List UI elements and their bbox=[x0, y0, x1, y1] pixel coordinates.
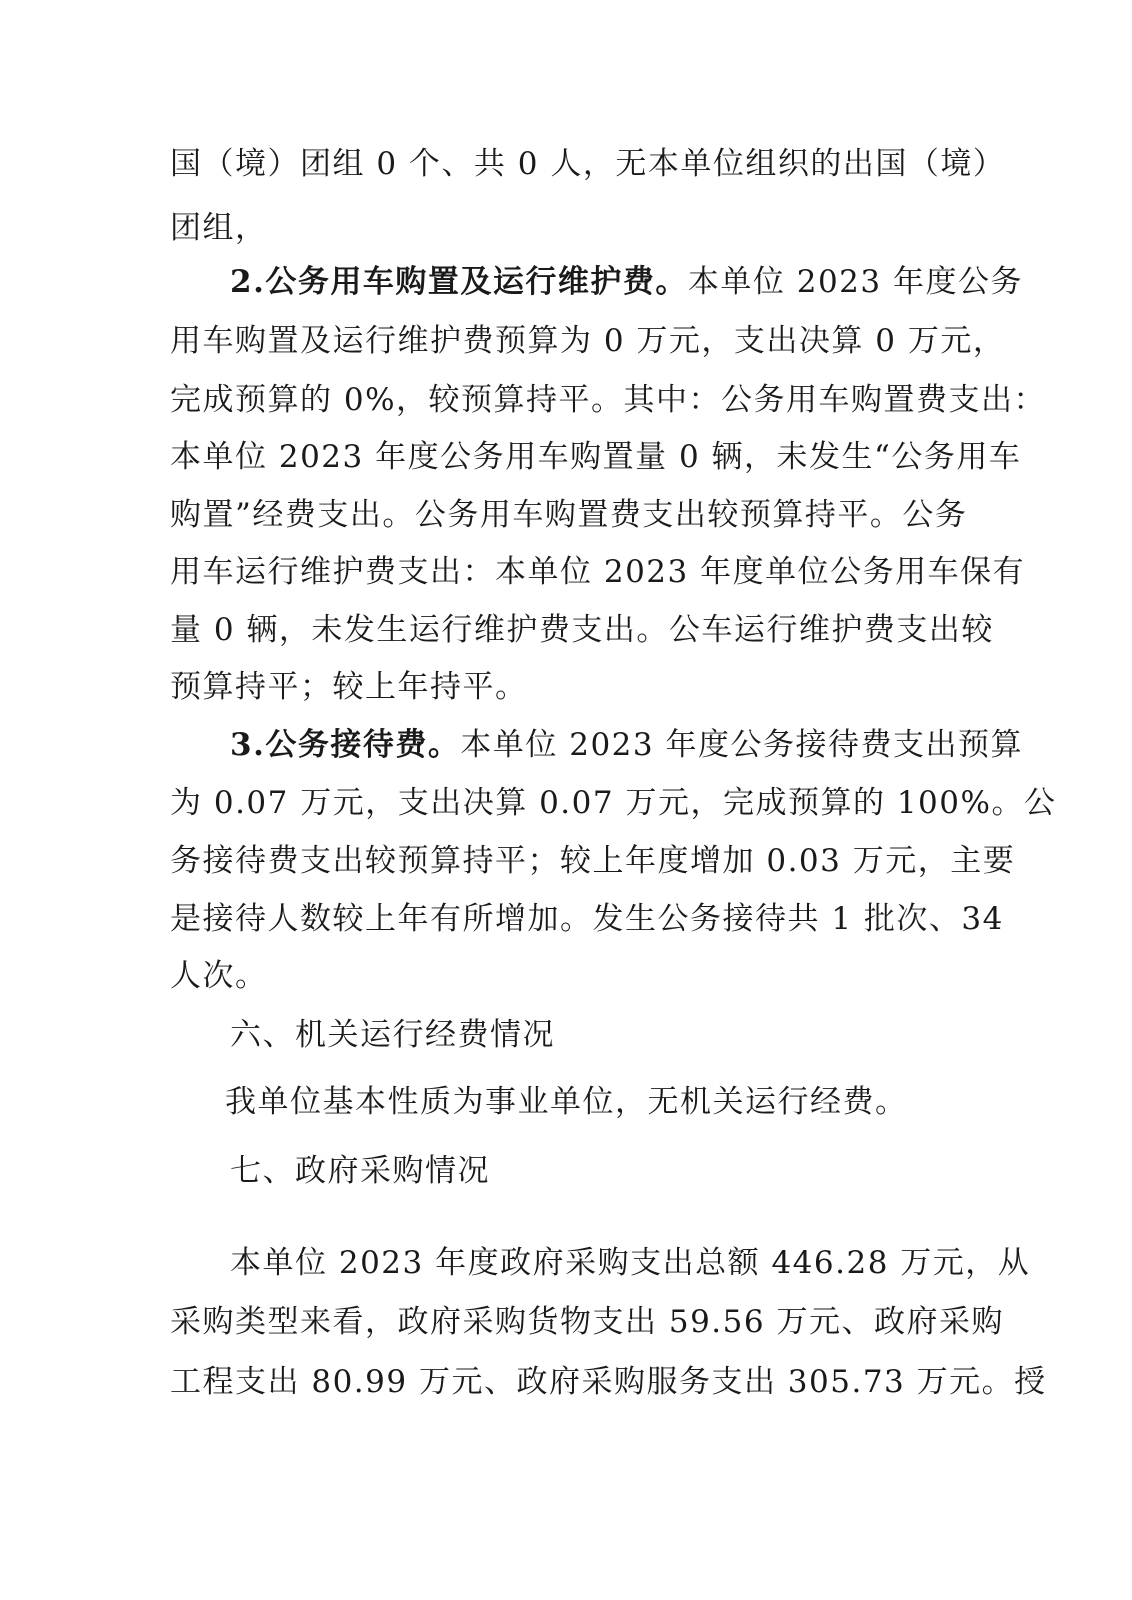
paragraph-line: 团组， bbox=[170, 210, 268, 246]
paragraph-line: 为 0.07 万元，支出决算 0.07 万元，完成预算的 100%。公 bbox=[170, 785, 1057, 821]
paragraph-line: 工程支出 80.99 万元、政府采购服务支出 305.73 万元。授 bbox=[170, 1364, 1047, 1400]
item-2-paragraph-line bbox=[230, 262, 1023, 302]
section-6-paragraph: 我单位基本性质为事业单位，无机关运行经费。 bbox=[225, 1084, 908, 1120]
paragraph-line: 是接待人数较上年有所增加。发生公务接待共 1 批次、34 bbox=[170, 901, 1004, 937]
item-2-heading: 2.公务用车购置及运行维护费。 bbox=[230, 264, 688, 300]
section-6-heading: 六、机关运行经费情况 bbox=[230, 1017, 555, 1053]
paragraph-line: 量 0 辆，未发生运行维护费支出。公车运行维护费支出较 bbox=[170, 612, 994, 648]
paragraph-line: 人次。 bbox=[170, 958, 268, 994]
paragraph-line: 用车购置及运行维护费预算为 0 万元，支出决算 0 万元， bbox=[170, 323, 1006, 359]
paragraph-line: 本单位 2023 年度公务用车购置量 0 辆，未发生“公务用车 bbox=[170, 439, 1022, 475]
section-7-paragraph-line: 本单位 2023 年度政府采购支出总额 446.28 万元，从 bbox=[230, 1245, 1031, 1281]
item-3-text: 本单位 2023 年度公务接待费支出预算 bbox=[460, 727, 1023, 763]
paragraph-line: 国（境）团组 0 个、共 0 人，无本单位组织的出国（境） bbox=[170, 146, 1006, 182]
paragraph-line: 务接待费支出较预算持平；较上年度增加 0.03 万元，主要 bbox=[170, 843, 1016, 879]
paragraph-line: 购置”经费支出。公务用车购置费支出较预算持平。公务 bbox=[170, 497, 968, 533]
item-3-heading: 3.公务接待费。 bbox=[230, 727, 461, 763]
item-3-paragraph-line bbox=[230, 725, 1023, 765]
paragraph-line: 采购类型来看，政府采购货物支出 59.56 万元、政府采购 bbox=[170, 1304, 1004, 1340]
paragraph-line: 完成预算的 0%，较预算持平。其中：公务用车购置费支出： bbox=[170, 382, 1047, 418]
item-2-text: 本单位 2023 年度公务 bbox=[687, 264, 1023, 300]
paragraph-line: 预算持平；较上年持平。 bbox=[170, 669, 528, 705]
section-7-heading: 七、政府采购情况 bbox=[230, 1153, 490, 1189]
paragraph-line: 用车运行维护费支出：本单位 2023 年度单位公务用车保有 bbox=[170, 554, 1026, 590]
